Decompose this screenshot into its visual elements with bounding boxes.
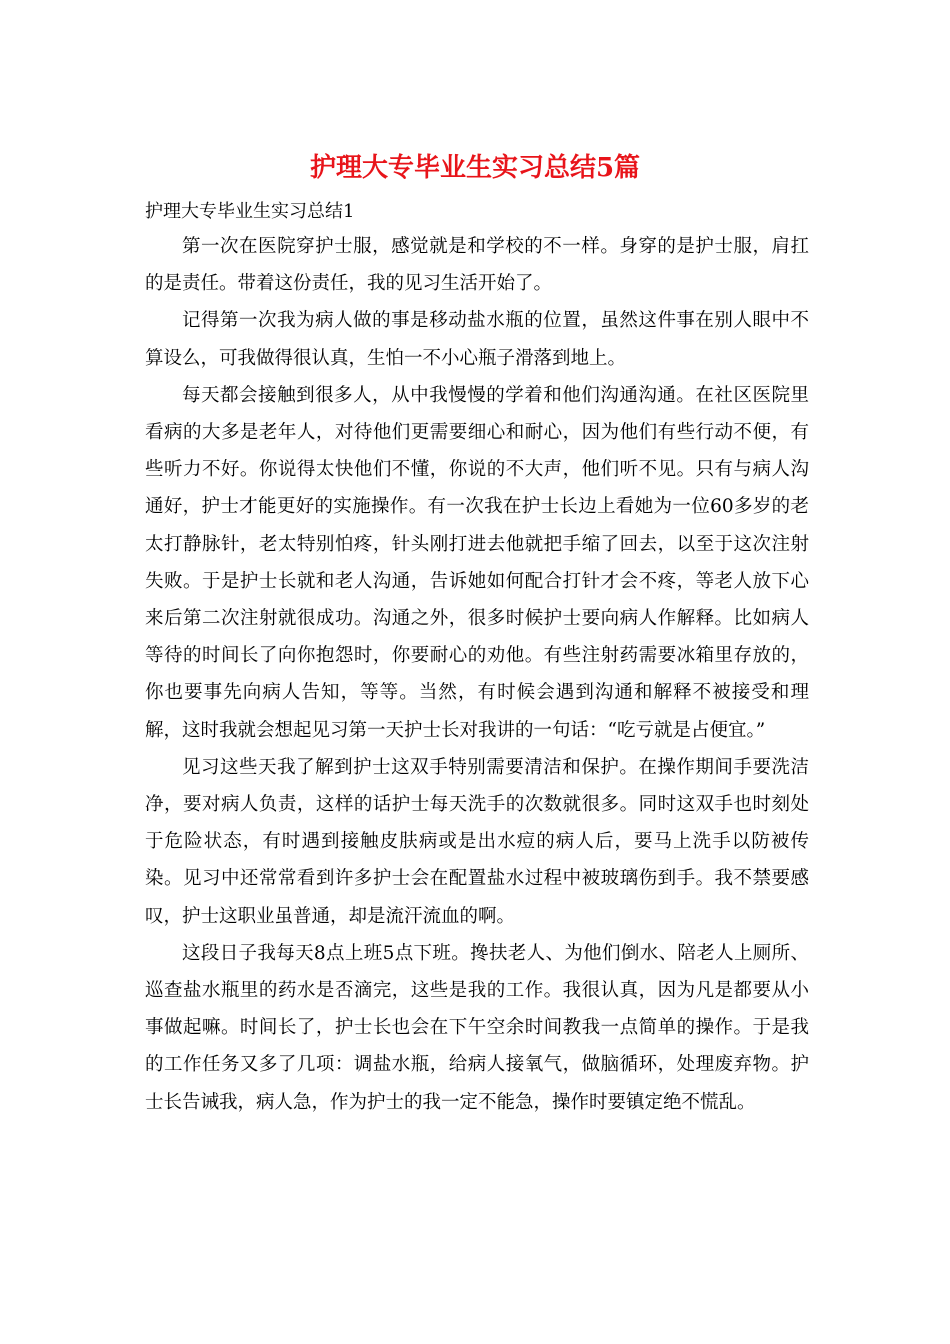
paragraph-4: 见习这些天我了解到护士这双手特别需要清洁和保护。在操作期间手要洗洁净，要对病人负责，这样的话护士每天洗手的次数就很多。同时这双手也时刻处于危险状态，有时遇到接触皮肤病或是出水痘的病人后，要马上洗手以防被传染。见习中还常常看到许多护士会在配置盐水过程中被玻璃伤到手。我不禁要感叹，护士这职业虽普通，却是流汗流血的啊。 — [145, 756, 809, 927]
document-body — [145, 228, 809, 1121]
document-title: 护理大专毕业生实习总结5篇 — [309, 153, 641, 183]
paragraph-2: 记得第一次我为病人做的事是移动盐水瓶的位置，虽然这件事在别人眼中不算设么，可我做得很认真，生怕一不小心瓶子滑落到地上。 — [145, 310, 809, 369]
paragraph-3: 每天都会接触到很多人，从中我慢慢的学着和他们沟通沟通。在社区医院里看病的大多是老年人，对待他们更需要细心和耐心，因为他们有些行动不便，有些听力不好。你说得太快他们不懂，你说的不大声，他们听不见。只有与病人沟通好，护士才能更好的实施操作。有一次我在护士长边上看她为一位60多岁的老太打静脉针，老太特别怕疼，针头刚打进去他就把手缩了回去，以至于这次注射失败。于是护士长就和老人沟通，告诉她如何配合打针才会不疼，等老人放下心来后第二次注射就很成功。沟通之外，很多时候护士要向病人作解释。比如病人等待的时间长了向你抱怨时，你要耐心的劝他。有些注射药需要冰箱里存放的，你也要事先向病人告知，等等。当然，有时候会遇到沟通和解释不被接受和理解，这时我就会想起见习第一天护士长对我讲的一句话：“吃亏就是占便宜。” — [145, 384, 809, 741]
section-heading: 护理大专毕业生实习总结1 — [145, 201, 355, 222]
paragraph-1: 第一次在医院穿护士服，感觉就是和学校的不一样。身穿的是护士服，肩扛的是责任。带着这份责任，我的见习生活开始了。 — [145, 236, 809, 295]
paragraph-5: 这段日子我每天8点上班5点下班。搀扶老人、为他们倒水、陪老人上厕所、巡查盐水瓶里的药水是否滴完，这些是我的工作。我很认真，因为凡是都要从小事做起嘛。时间长了，护士长也会在下午空余时间教我一点简单的操作。于是我的工作任务又多了几项：调盐水瓶，给病人接氧气，做脑循环，处理废弃物。护士长告诫我，病人急，作为护士的我一定不能急，操作时要镇定绝不慌乱。 — [145, 942, 809, 1113]
